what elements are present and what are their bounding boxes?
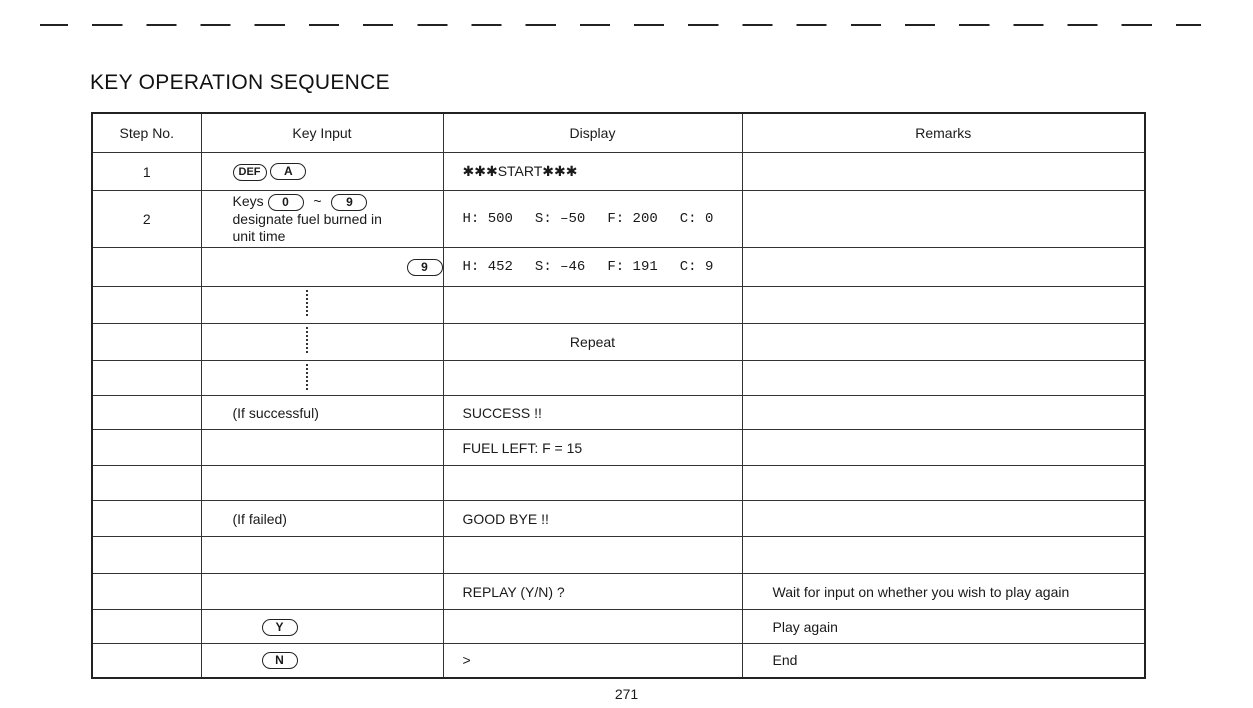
key-input-cell	[201, 610, 443, 644]
remarks-cell	[742, 153, 1145, 191]
vertical-dots-icon	[306, 364, 310, 390]
repeat-label: Repeat	[443, 324, 742, 361]
table-row	[92, 610, 1145, 644]
key-description-line1: designate fuel burned in	[232, 211, 382, 227]
table-row	[92, 361, 1145, 396]
key-operation-table	[91, 112, 1146, 679]
key-0-icon: 0	[268, 194, 304, 211]
header-step: Step No.	[92, 113, 201, 153]
header-key-input: Key Input	[201, 113, 443, 153]
display-fuel: F: 200	[607, 211, 658, 227]
display-speed: S: –50	[534, 211, 586, 227]
key-input-cell	[201, 644, 443, 678]
page-number: 271	[614, 686, 639, 702]
display-cell	[443, 248, 742, 287]
table-row	[92, 324, 1145, 361]
table-row	[92, 287, 1145, 324]
table-row	[92, 396, 1145, 430]
display-cell: GOOD BYE !!	[443, 501, 742, 537]
remarks-cell: Play again	[742, 610, 1145, 644]
key-def-icon: DEF	[233, 164, 267, 181]
display-count: C: 9	[679, 259, 714, 275]
display-fuel: F: 191	[607, 259, 658, 275]
display-count: C: 0	[679, 211, 714, 227]
table-row	[92, 466, 1145, 501]
table-row	[92, 537, 1145, 574]
key-n-icon: N	[262, 652, 298, 669]
key-9-icon: 9	[331, 194, 367, 211]
remarks-cell	[742, 191, 1145, 248]
step-number: 1	[92, 153, 201, 191]
top-dashed-rule	[40, 24, 1201, 26]
display-speed: S: –46	[534, 259, 586, 275]
step-number	[92, 248, 201, 287]
vertical-dots-icon	[306, 290, 310, 316]
table-row	[92, 248, 1145, 287]
table-row	[92, 153, 1145, 191]
key-input-cell	[201, 191, 443, 248]
display-height: H: 500	[462, 211, 513, 227]
display-text: ✱✱✱START✱✱✱	[462, 163, 578, 179]
header-display: Display	[443, 113, 742, 153]
remarks-cell: Wait for input on whether you wish to play again	[742, 574, 1145, 610]
key-y-icon: Y	[262, 619, 298, 636]
page-title: KEY OPERATION SEQUENCE	[90, 71, 390, 94]
table-row	[92, 644, 1145, 678]
display-cell: >	[443, 644, 742, 678]
display-cell: FUEL LEFT: F = 15	[443, 430, 742, 466]
vertical-dots-icon	[306, 327, 310, 353]
tilde-symbol: ~	[313, 193, 322, 209]
step-number: 2	[92, 191, 201, 248]
display-cell: SUCCESS !!	[443, 396, 742, 430]
key-description-line2: unit time	[232, 228, 286, 244]
key-a-icon: A	[270, 163, 306, 180]
keys-label: Keys	[232, 193, 264, 209]
key-input-cell: (If successful)	[201, 396, 443, 430]
table-header-row	[92, 113, 1145, 153]
display-height: H: 452	[462, 259, 513, 275]
key-input-cell	[201, 153, 443, 191]
header-remarks: Remarks	[742, 113, 1145, 153]
key-input-cell: (If failed)	[201, 501, 443, 537]
table-row	[92, 501, 1145, 537]
table-row	[92, 191, 1145, 248]
key-input-cell	[201, 248, 443, 287]
table-row	[92, 430, 1145, 466]
remarks-cell	[742, 248, 1145, 287]
key-9-icon: 9	[407, 259, 443, 276]
display-cell	[443, 153, 742, 191]
remarks-cell: End	[742, 644, 1145, 678]
display-cell: REPLAY (Y/N) ?	[443, 574, 742, 610]
display-cell	[443, 191, 742, 248]
table-row	[92, 574, 1145, 610]
